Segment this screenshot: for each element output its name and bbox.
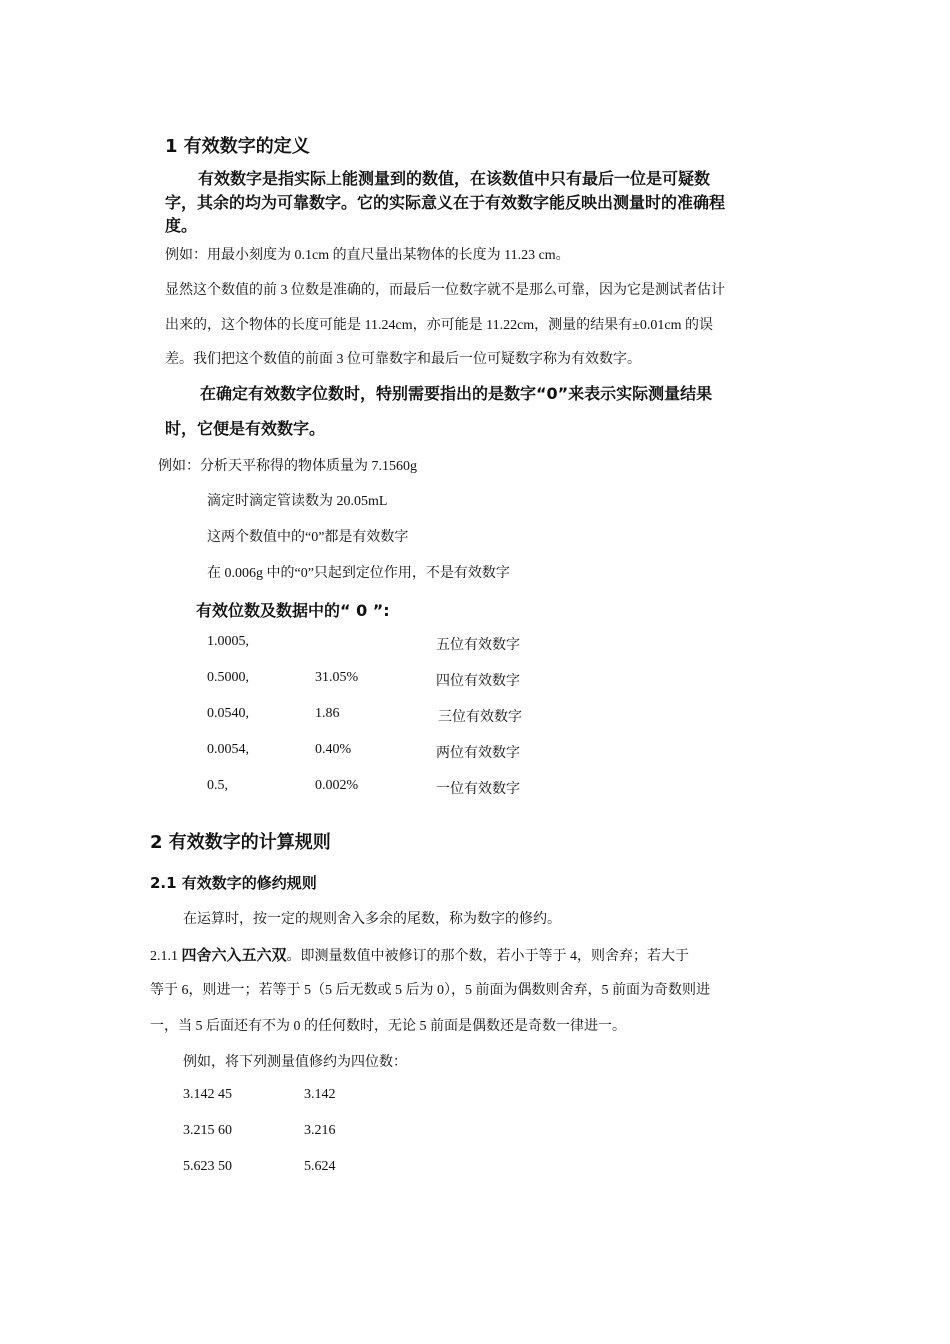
rule-number: 2.1.1 — [150, 949, 178, 964]
definition-line-3: 度。 — [165, 216, 198, 235]
digits-heading: 有效位数及数据中的“ 0 ”: — [196, 601, 390, 620]
digits-cell: 0.0054, — [207, 742, 249, 757]
digits-cell: 31.05% — [315, 670, 359, 685]
section-2-1-heading: 2.1 有效数字的修约规则 — [150, 874, 317, 892]
section-1-heading: 1 有效数字的定义 — [165, 136, 310, 157]
rounding-example-intro: 例如，将下列测量值修约为四位数： — [183, 1055, 407, 1070]
example-2-line-2: 滴定时滴定管读数为 20.05mL — [207, 494, 388, 509]
example-2-line-1: 例如：分析天平称得的物体质量为 7.1560g — [158, 459, 417, 474]
rule-line-1 — [150, 944, 689, 965]
rounding-raw-value: 5.623 50 — [183, 1159, 232, 1174]
rounding-result: 5.624 — [304, 1159, 336, 1174]
rounding-raw-value: 3.215 60 — [183, 1123, 232, 1138]
zero-rule-line-1: 在确定有效数字位数时，特别需要指出的是数字“0”来表示实际测量结果 — [200, 384, 713, 403]
digits-cell: 0.002% — [315, 778, 359, 793]
rounding-result: 3.142 — [304, 1087, 336, 1102]
rule-title: 四舍六入五六双 — [181, 946, 287, 964]
digits-cell: 一位有效数字 — [436, 782, 520, 797]
example-2-line-4: 在 0.006g 中的“0”只起到定位作用，不是有效数字 — [207, 566, 510, 581]
rounding-result: 3.216 — [304, 1123, 336, 1138]
digits-cell: 三位有效数字 — [438, 710, 522, 725]
rule-line-3: 一，当 5 后面还有不为 0 的任何数时，无论 5 前面是偶数还是奇数一律进一。 — [150, 1019, 626, 1034]
rounding-raw-value: 3.142 45 — [183, 1087, 232, 1102]
example-2-line-3: 这两个数值中的“0”都是有效数字 — [207, 530, 409, 545]
explanation-line-2: 出来的，这个物体的长度可能是 11.24cm，亦可能是 11.22cm，测量的结果有±0.01cm 的误 — [165, 318, 713, 333]
digits-cell: 0.0540, — [207, 706, 249, 721]
digits-cell: 1.86 — [315, 706, 340, 721]
digits-cell: 1.0005, — [207, 634, 249, 649]
digits-cell: 0.5, — [207, 778, 228, 793]
explanation-line-3: 差。我们把这个数值的前面 3 位可靠数字和最后一位可疑数字称为有效数字。 — [165, 352, 641, 367]
digits-cell: 四位有效数字 — [436, 674, 520, 689]
example-1: 例如：用最小刻度为 0.1cm 的直尺量出某物体的长度为 11.23 cm。 — [165, 248, 570, 263]
digits-cell: 0.5000, — [207, 670, 249, 685]
rule-line-1-text: 。即测量数值中被修订的那个数，若小于等于 4，则舍弃；若大于 — [286, 949, 690, 964]
digits-cell: 0.40% — [315, 742, 352, 757]
definition-line-1: 有效数字是指实际上能测量到的数值，在该数值中只有最后一位是可疑数 — [198, 169, 711, 188]
digits-cell: 两位有效数字 — [436, 746, 520, 761]
zero-rule-line-2: 时，它便是有效数字。 — [165, 419, 326, 438]
definition-line-2: 字，其余的均为可靠数字。它的实际意义在于有效数字能反映出测量时的准确程 — [165, 193, 726, 212]
rule-line-2: 等于 6，则进一；若等于 5（5 后无数或 5 后为 0），5 前面为偶数则舍弃，5 前面为奇数则进 — [150, 983, 710, 998]
digits-cell: 五位有效数字 — [436, 638, 520, 653]
explanation-line-1: 显然这个数值的前 3 位数是准确的，而最后一位数字就不是那么可靠，因为它是测试者估计 — [165, 283, 725, 298]
section-2-heading: 2 有效数字的计算规则 — [150, 832, 331, 853]
rounding-intro: 在运算时，按一定的规则舍入多余的尾数，称为数字的修约。 — [183, 912, 561, 927]
